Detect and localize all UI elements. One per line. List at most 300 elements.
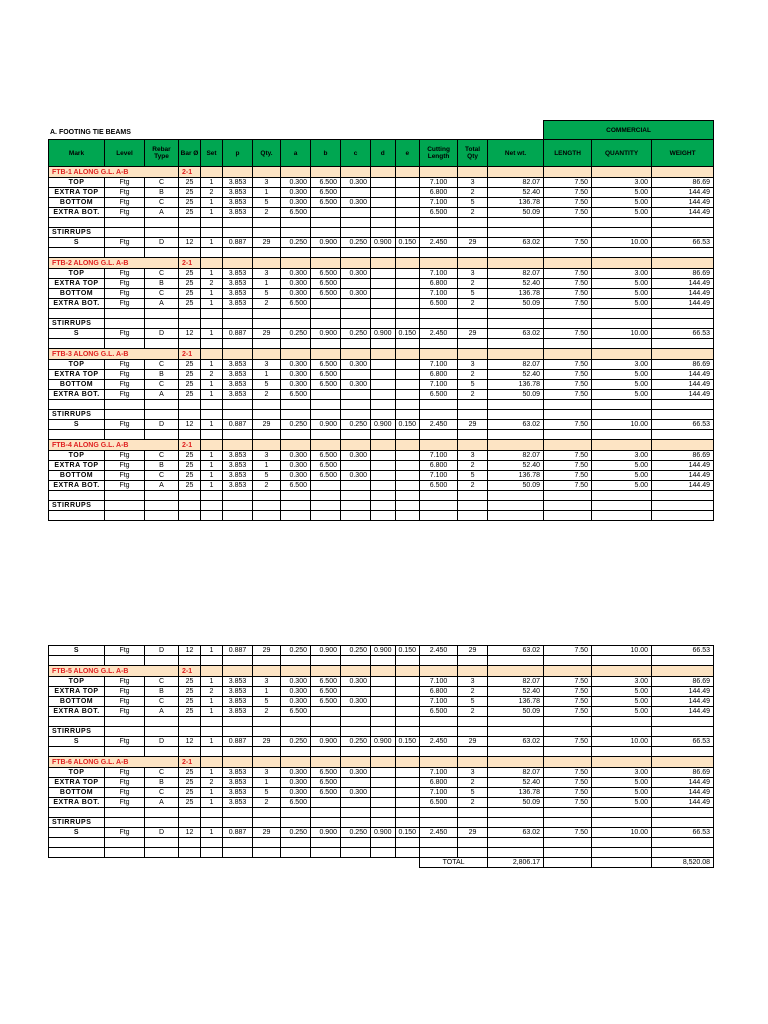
table-cell: Ftg xyxy=(105,687,145,697)
table-cell: 7.50 xyxy=(544,677,592,687)
table-cell: 2.450 xyxy=(420,828,458,838)
table-cell: 5 xyxy=(253,380,281,390)
blank-cell xyxy=(253,818,281,828)
blank-cell xyxy=(341,747,371,757)
table-cell: 5.00 xyxy=(592,390,652,400)
table-cell: 0.887 xyxy=(223,737,253,747)
table-cell: 25 xyxy=(179,798,201,808)
table-cell: 5 xyxy=(458,697,488,707)
table-cell: 5.00 xyxy=(592,370,652,380)
blank-cell xyxy=(281,400,311,410)
blank-cell xyxy=(544,501,592,511)
group-name: FTB-2 ALONG G.L. A-B xyxy=(49,258,179,269)
blank-cell xyxy=(395,858,420,868)
blank-cell xyxy=(253,838,281,848)
table-cell: 12 xyxy=(179,420,201,430)
blank-cell xyxy=(145,717,179,727)
blank-cell xyxy=(371,218,396,228)
table-cell: 6.500 xyxy=(420,390,458,400)
table-cell: Ftg xyxy=(105,788,145,798)
table-cell: 7.100 xyxy=(420,360,458,370)
table-cell: A xyxy=(145,390,179,400)
table-cell xyxy=(371,269,396,279)
table-cell: 50.09 xyxy=(488,798,544,808)
table-cell: 7.50 xyxy=(544,461,592,471)
blank-cell xyxy=(395,656,420,666)
blank-cell xyxy=(395,400,420,410)
table-cell: 0.150 xyxy=(395,238,420,248)
table-cell: TOP xyxy=(49,677,105,687)
blank-cell xyxy=(311,167,341,178)
blank-cell xyxy=(311,838,341,848)
blank-cell xyxy=(223,848,253,858)
table-cell: Ftg xyxy=(105,420,145,430)
table-cell: Ftg xyxy=(105,798,145,808)
table-cell: 2 xyxy=(458,687,488,697)
table-cell: 1 xyxy=(201,788,223,798)
blank-cell xyxy=(341,666,371,677)
table-cell: 25 xyxy=(179,451,201,461)
blank-cell xyxy=(395,319,420,329)
blank-cell xyxy=(488,656,544,666)
stirrups-label-row xyxy=(49,727,714,737)
table-cell: 2 xyxy=(458,208,488,218)
table-cell: 0.150 xyxy=(395,420,420,430)
table-cell: 0.150 xyxy=(395,828,420,838)
blank-cell xyxy=(341,848,371,858)
table-cell: EXTRA TOP xyxy=(49,687,105,697)
table-cell: 1 xyxy=(201,420,223,430)
blank-cell xyxy=(420,309,458,319)
blank-cell xyxy=(253,309,281,319)
table-cell xyxy=(341,687,371,697)
table-cell: 6.500 xyxy=(420,707,458,717)
blank-cell xyxy=(105,410,145,420)
table-cell: 3.853 xyxy=(223,798,253,808)
table-cell: 7.50 xyxy=(544,329,592,339)
table-cell: 0.900 xyxy=(311,737,341,747)
blank-cell xyxy=(420,248,458,258)
blank-cell xyxy=(395,666,420,677)
blank-cell xyxy=(311,349,341,360)
table-cell xyxy=(395,269,420,279)
table-cell: 2 xyxy=(458,370,488,380)
blank-cell xyxy=(201,747,223,757)
blank-cell xyxy=(145,511,179,521)
table-cell: 10.00 xyxy=(592,828,652,838)
blank-cell xyxy=(592,228,652,238)
table-cell: 0.300 xyxy=(341,697,371,707)
blank-cell xyxy=(458,167,488,178)
table-cell: 52.40 xyxy=(488,778,544,788)
blank-cell xyxy=(223,430,253,440)
table-cell: 29 xyxy=(458,646,488,656)
blank-cell xyxy=(544,248,592,258)
blank-cell xyxy=(105,818,145,828)
table-cell: 3 xyxy=(458,360,488,370)
table-cell xyxy=(395,677,420,687)
blank-cell xyxy=(223,511,253,521)
blank-cell xyxy=(223,218,253,228)
blank-cell xyxy=(179,430,201,440)
table-cell: Ftg xyxy=(105,289,145,299)
blank-cell xyxy=(201,400,223,410)
table-cell: 5.00 xyxy=(592,481,652,491)
blank-cell xyxy=(458,848,488,858)
table-cell: 144.49 xyxy=(652,279,714,289)
blank-cell xyxy=(281,808,311,818)
table-cell: 0.300 xyxy=(281,198,311,208)
table-cell: 25 xyxy=(179,768,201,778)
table-cell: 0.300 xyxy=(281,451,311,461)
table-cell xyxy=(395,370,420,380)
table-row xyxy=(49,178,714,188)
stirrups-label: STIRRUPS xyxy=(49,319,105,329)
table-cell: 0.300 xyxy=(281,279,311,289)
blank-cell xyxy=(201,248,223,258)
blank-cell xyxy=(592,727,652,737)
blank-cell xyxy=(253,430,281,440)
table-cell: 3.853 xyxy=(223,269,253,279)
table-cell: EXTRA BOT. xyxy=(49,208,105,218)
column-header: e xyxy=(395,140,420,167)
blank-cell xyxy=(420,349,458,360)
blank-cell xyxy=(281,511,311,521)
blank-row xyxy=(49,848,714,858)
table-cell: 6.500 xyxy=(311,178,341,188)
table-cell: 50.09 xyxy=(488,208,544,218)
table-cell: 144.49 xyxy=(652,788,714,798)
group-row xyxy=(49,258,714,269)
blank-cell xyxy=(341,808,371,818)
blank-cell xyxy=(395,757,420,768)
table-cell xyxy=(371,198,396,208)
table-cell xyxy=(341,798,371,808)
blank-cell xyxy=(371,818,396,828)
blank-cell xyxy=(201,228,223,238)
blank-cell xyxy=(281,228,311,238)
table-cell: 6.500 xyxy=(311,451,341,461)
table-cell: 3.00 xyxy=(592,451,652,461)
table-cell: C xyxy=(145,178,179,188)
blank-cell xyxy=(201,727,223,737)
blank-cell xyxy=(488,491,544,501)
table-cell: 136.78 xyxy=(488,289,544,299)
table-cell: 2 xyxy=(201,370,223,380)
blank-cell xyxy=(179,656,201,666)
blank-cell xyxy=(544,656,592,666)
table-cell: 5.00 xyxy=(592,380,652,390)
blank-cell xyxy=(488,808,544,818)
blank-cell xyxy=(371,400,396,410)
table-cell: 3.853 xyxy=(223,390,253,400)
table-cell: 144.49 xyxy=(652,687,714,697)
blank-cell xyxy=(253,717,281,727)
blank-cell xyxy=(311,727,341,737)
blank-cell xyxy=(420,218,458,228)
table-cell: 6.500 xyxy=(311,768,341,778)
blank-cell xyxy=(420,400,458,410)
table-cell: 2 xyxy=(253,208,281,218)
table-cell: 5.00 xyxy=(592,208,652,218)
blank-cell xyxy=(488,319,544,329)
table-cell: 3.00 xyxy=(592,178,652,188)
blank-row xyxy=(49,808,714,818)
table-cell: 5.00 xyxy=(592,289,652,299)
table-cell: 6.500 xyxy=(311,380,341,390)
blank-cell xyxy=(311,319,341,329)
blank-cell xyxy=(105,430,145,440)
table-cell xyxy=(395,360,420,370)
table-cell: 7.100 xyxy=(420,451,458,461)
blank-cell xyxy=(652,440,714,451)
table-cell: 25 xyxy=(179,380,201,390)
blank-cell xyxy=(544,717,592,727)
table-cell: 1 xyxy=(253,687,281,697)
blank-cell xyxy=(544,410,592,420)
table-cell: 3.00 xyxy=(592,677,652,687)
table-cell: 6.800 xyxy=(420,370,458,380)
table-cell xyxy=(371,360,396,370)
blank-cell xyxy=(145,218,179,228)
blank-cell xyxy=(253,727,281,737)
blank-cell xyxy=(420,757,458,768)
table-cell: 144.49 xyxy=(652,778,714,788)
table-cell: Ftg xyxy=(105,737,145,747)
column-header: QUANTITY xyxy=(592,140,652,167)
blank-cell xyxy=(420,838,458,848)
table-cell: 3.853 xyxy=(223,360,253,370)
blank-cell xyxy=(652,410,714,420)
blank-cell xyxy=(458,228,488,238)
table-cell: 82.07 xyxy=(488,360,544,370)
blank-cell xyxy=(281,218,311,228)
blank-cell xyxy=(223,666,253,677)
table-cell: 0.300 xyxy=(281,178,311,188)
table-cell: Ftg xyxy=(105,677,145,687)
blank-cell xyxy=(281,838,311,848)
blank-cell xyxy=(223,400,253,410)
table-cell: D xyxy=(145,828,179,838)
table-row xyxy=(49,299,714,309)
blank-cell xyxy=(223,727,253,737)
blank-cell xyxy=(488,757,544,768)
table-cell xyxy=(371,798,396,808)
group-row xyxy=(49,167,714,178)
table-cell xyxy=(395,380,420,390)
blank-cell xyxy=(311,258,341,269)
table-cell: 7.50 xyxy=(544,471,592,481)
table-row xyxy=(49,737,714,747)
table-cell: 5.00 xyxy=(592,279,652,289)
table-cell: EXTRA BOT. xyxy=(49,299,105,309)
blank-cell xyxy=(544,440,592,451)
table-cell: 3.853 xyxy=(223,188,253,198)
blank-cell xyxy=(420,430,458,440)
table-cell: Ftg xyxy=(105,269,145,279)
table-cell: D xyxy=(145,238,179,248)
table-cell: 29 xyxy=(253,238,281,248)
blank-cell xyxy=(49,430,105,440)
blank-row xyxy=(49,511,714,521)
blank-cell xyxy=(341,440,371,451)
table-cell: S xyxy=(49,329,105,339)
blank-cell xyxy=(395,511,420,521)
table-cell: 6.500 xyxy=(281,481,311,491)
blank-cell xyxy=(49,838,105,848)
column-header: Net wt. xyxy=(488,140,544,167)
blank-row xyxy=(49,491,714,501)
table-cell: 5 xyxy=(253,788,281,798)
blank-cell xyxy=(592,218,652,228)
blank-cell xyxy=(281,727,311,737)
blank-cell xyxy=(652,848,714,858)
table-cell: EXTRA TOP xyxy=(49,370,105,380)
table-cell: 3.00 xyxy=(592,269,652,279)
table-cell: B xyxy=(145,279,179,289)
blank-cell xyxy=(458,656,488,666)
table-cell: Ftg xyxy=(105,238,145,248)
table-cell: B xyxy=(145,687,179,697)
blank-cell xyxy=(49,511,105,521)
table-cell: 66.53 xyxy=(652,329,714,339)
blank-cell xyxy=(544,818,592,828)
table-cell: EXTRA BOT. xyxy=(49,707,105,717)
table-cell: 7.50 xyxy=(544,178,592,188)
table-cell: 6.800 xyxy=(420,279,458,289)
blank-cell xyxy=(105,848,145,858)
blank-cell xyxy=(201,656,223,666)
blank-cell xyxy=(201,349,223,360)
blank-cell xyxy=(223,838,253,848)
total-weight: 8,520.08 xyxy=(652,858,714,868)
blank-cell xyxy=(145,309,179,319)
blank-cell xyxy=(592,430,652,440)
table-cell: 82.07 xyxy=(488,768,544,778)
blank-cell xyxy=(105,248,145,258)
blank-cell xyxy=(179,511,201,521)
table-cell: 10.00 xyxy=(592,238,652,248)
blank-cell xyxy=(341,339,371,349)
table-cell: 2 xyxy=(253,798,281,808)
table-cell: 25 xyxy=(179,707,201,717)
blank-row xyxy=(49,747,714,757)
table-cell: Ftg xyxy=(105,390,145,400)
blank-cell xyxy=(652,248,714,258)
blank-cell xyxy=(371,501,396,511)
blank-cell xyxy=(253,491,281,501)
section-title: A. FOOTING TIE BEAMS xyxy=(50,129,131,136)
table-cell: 3 xyxy=(253,269,281,279)
table-cell xyxy=(395,778,420,788)
table-cell: 1 xyxy=(201,828,223,838)
table-cell xyxy=(341,481,371,491)
blank-cell xyxy=(105,400,145,410)
table-cell: 0.887 xyxy=(223,828,253,838)
blank-cell xyxy=(592,491,652,501)
blank-cell xyxy=(371,319,396,329)
blank-cell xyxy=(253,808,281,818)
blank-cell xyxy=(223,258,253,269)
table-cell: 1 xyxy=(201,208,223,218)
blank-cell xyxy=(145,838,179,848)
blank-cell xyxy=(341,218,371,228)
blank-cell xyxy=(253,248,281,258)
table-cell: 10.00 xyxy=(592,420,652,430)
blank-cell xyxy=(458,808,488,818)
table-cell: 1 xyxy=(201,329,223,339)
blank-cell xyxy=(458,248,488,258)
table-row xyxy=(49,390,714,400)
table-cell: 6.500 xyxy=(311,360,341,370)
table-cell: 7.50 xyxy=(544,380,592,390)
table-cell: 7.50 xyxy=(544,198,592,208)
table-row xyxy=(49,279,714,289)
table-cell: 1 xyxy=(201,269,223,279)
column-header: d xyxy=(371,140,396,167)
table-row xyxy=(49,687,714,697)
table-cell: 52.40 xyxy=(488,279,544,289)
blank-cell xyxy=(420,339,458,349)
table-cell: 25 xyxy=(179,289,201,299)
table-cell xyxy=(395,788,420,798)
table-cell: 3 xyxy=(458,269,488,279)
table-cell: 7.100 xyxy=(420,269,458,279)
table-cell: 6.500 xyxy=(311,471,341,481)
blank-cell xyxy=(311,309,341,319)
blank-cell xyxy=(488,410,544,420)
table-cell: 52.40 xyxy=(488,188,544,198)
table-cell: 7.50 xyxy=(544,697,592,707)
table-cell: 6.500 xyxy=(281,798,311,808)
blank-cell xyxy=(49,656,105,666)
table-cell: 3.853 xyxy=(223,178,253,188)
table-cell: 12 xyxy=(179,828,201,838)
table-cell: 7.50 xyxy=(544,737,592,747)
table-cell xyxy=(395,451,420,461)
column-header: Total Qty xyxy=(458,140,488,167)
table-row xyxy=(49,471,714,481)
table-cell: 1 xyxy=(201,481,223,491)
table-cell: 144.49 xyxy=(652,188,714,198)
blank-cell xyxy=(544,747,592,757)
table-cell: 5.00 xyxy=(592,707,652,717)
table-cell: S xyxy=(49,737,105,747)
blank-cell xyxy=(458,430,488,440)
table-cell: 10.00 xyxy=(592,737,652,747)
table-cell xyxy=(395,687,420,697)
table-cell: 144.49 xyxy=(652,289,714,299)
table-cell: 0.900 xyxy=(311,329,341,339)
table-cell: 5 xyxy=(458,289,488,299)
table-cell: 0.250 xyxy=(281,828,311,838)
table-cell: 0.150 xyxy=(395,329,420,339)
blank-cell xyxy=(223,717,253,727)
blank-cell xyxy=(458,400,488,410)
blank-cell xyxy=(544,339,592,349)
table-row xyxy=(49,360,714,370)
table-cell: 3.853 xyxy=(223,451,253,461)
table-cell: Ftg xyxy=(105,828,145,838)
blank-cell xyxy=(371,440,396,451)
blank-cell xyxy=(179,218,201,228)
blank-cell xyxy=(281,717,311,727)
blank-cell xyxy=(145,501,179,511)
table-row xyxy=(49,329,714,339)
table-cell: 3 xyxy=(253,677,281,687)
blank-cell xyxy=(544,757,592,768)
header-row xyxy=(49,140,714,167)
